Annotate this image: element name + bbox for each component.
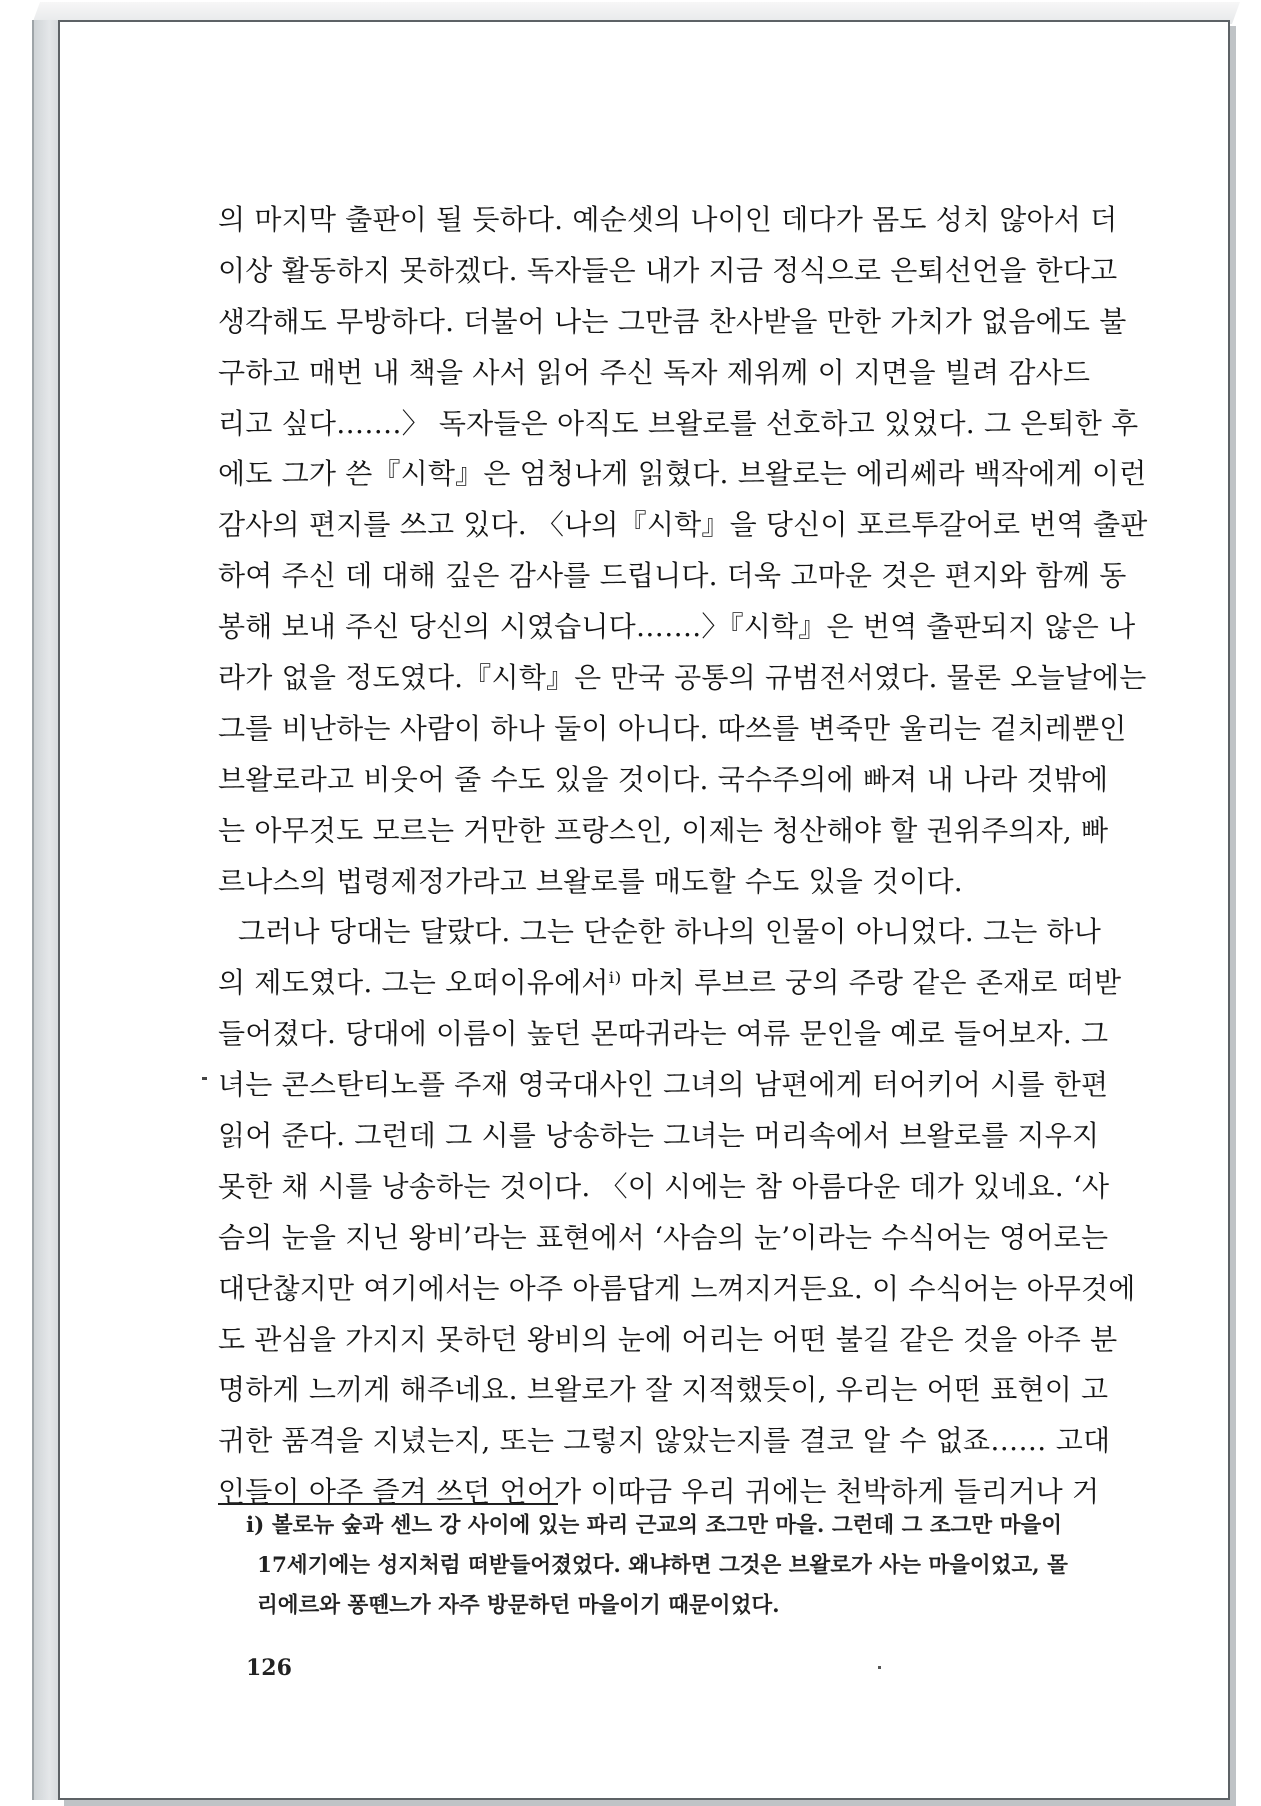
text-line: 들어졌다. 당대에 이름이 높던 몬따귀라는 여류 문인을 예로 들어보자. 그	[218, 1017, 1109, 1051]
text-line: 인들이 아주 즐겨 쓰던 언어가 이따금 우리 귀에는 천박하게 들리거나 거	[218, 1475, 1100, 1509]
page-number: 126	[246, 1655, 292, 1681]
footnote	[246, 1506, 1106, 1626]
text-line: 읽어 준다. 그런데 그 시를 낭송하는 그녀는 머리속에서 브왈로를 지우지	[218, 1119, 1100, 1153]
text-line: 르나스의 법령제정가라고 브왈로를 매도할 수도 있을 것이다.	[218, 864, 963, 898]
footnote-divider	[218, 1503, 558, 1505]
text-line: 브왈로라고 비웃어 줄 수도 있을 것이다. 국수주의에 빠져 내 나라 것밖에	[218, 762, 1109, 796]
text-line: 못한 채 시를 낭송하는 것이다. 〈이 시에는 참 아름다운 데가 있네요. ‘사	[218, 1169, 1110, 1203]
text-line: 대단찮지만 여기에서는 아주 아름답게 느껴지거든요. 이 수식어는 아무것에	[218, 1271, 1136, 1305]
text-line: 명하게 느끼게 해주네요. 브왈로가 잘 지적했듯이, 우리는 어떤 표현이 고	[218, 1373, 1109, 1407]
text-line: 는 아무것도 모르는 거만한 프랑스인, 이제는 청산해야 할 권위주의자, 빠	[218, 813, 1109, 847]
scan-speck	[878, 1666, 881, 1669]
text-line: 라가 없을 정도였다.『시학』은 만국 공통의 규범전서였다. 물론 오늘날에는	[218, 661, 1147, 695]
text-line: 도 관심을 가지지 못하던 왕비의 눈에 어리는 어떤 불길 같은 것을 아주 분	[218, 1322, 1118, 1356]
text-line: 녀는 콘스탄티노플 주재 영국대사인 그녀의 남편에게 터어키어 시를 한편	[218, 1068, 1109, 1102]
text-line: 구하고 매번 내 책을 사서 읽어 주신 독자 제위께 이 지면을 빌려 감사드	[218, 355, 1091, 389]
text-line: 이상 활동하지 못하겠다. 독자들은 내가 지금 정식으로 은퇴선언을 한다고	[218, 253, 1118, 287]
text-line: 감사의 편지를 쓰고 있다. 〈나의『시학』을 당신이 포르투갈어로 번역 출판	[218, 508, 1148, 542]
paragraph-start-line: 그러나 당대는 달랐다. 그는 단순한 하나의 인물이 아니었다. 그는 하나	[238, 915, 1102, 949]
footnote-line: 17세기에는 성지처럼 떠받들어졌었다. 왜냐하면 그것은 브왈로가 사는 마을이었고, 몰	[257, 1553, 1068, 1578]
text-line: 생각해도 무방하다. 더불어 나는 그만큼 찬사받을 만한 가치가 없음에도 불	[218, 304, 1127, 338]
footnote-line: i) 볼로뉴 숲과 센느 강 사이에 있는 파리 근교의 조그만 마을. 그런데 그 조그만 마을이	[246, 1513, 1062, 1538]
text-line: 의 제도였다. 그는 오떠이유에서ⁱ⁾ 마치 루브르 궁의 주랑 같은 존재로 떠받	[218, 966, 1122, 1000]
text-line: 의 마지막 출판이 될 듯하다. 예순셋의 나이인 데다가 몸도 성치 않아서 더	[218, 203, 1118, 236]
text-line: 귀한 품격을 지녔는지, 또는 그렇지 않았는지를 결코 알 수 없죠…… 고대	[218, 1424, 1111, 1458]
text-line: 리고 싶다…….〉 독자들은 아직도 브왈로를 선호하고 있었다. 그 은퇴한 후	[218, 406, 1139, 440]
text-line: 그를 비난하는 사람이 하나 둘이 아니다. 따쓰를 변죽만 울리는 겉치레뿐인	[218, 711, 1127, 745]
footnote-line: 리에르와 퐁뗀느가 자주 방문하던 마을이기 때문이었다.	[257, 1593, 780, 1618]
text-line: 에도 그가 쓴『시학』은 엄청나게 읽혔다. 브왈로는 에리쎄라 백작에게 이런	[218, 457, 1147, 491]
scan-speck	[202, 1077, 207, 1080]
text-line: 봉해 보내 주신 당신의 시였습니다…….〉『시학』은 번역 출판되지 않은 나	[218, 610, 1136, 644]
text-line: 슴의 눈을 지닌 왕비’라는 표현에서 ‘사슴의 눈’이라는 수식어는 영어로는	[218, 1220, 1109, 1254]
text-line: 하여 주신 데 대해 깊은 감사를 드립니다. 더욱 고마운 것은 편지와 함께 동	[218, 559, 1127, 593]
body-text	[218, 195, 1148, 1518]
